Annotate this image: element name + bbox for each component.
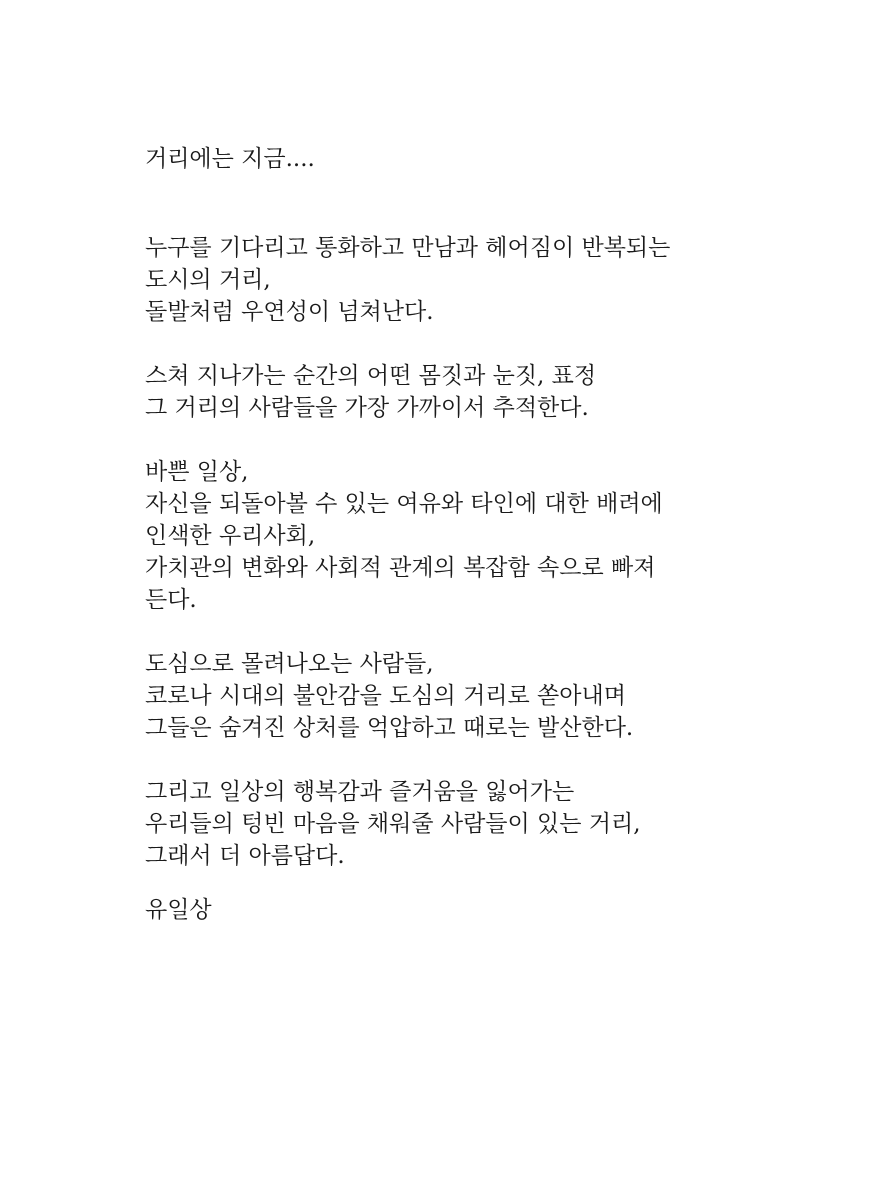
poem-line: 우리들의 텅빈 마음을 채워줄 사람들이 있는 거리, [145,811,641,837]
poem-line: 누구를 기다리고 통화하고 만남과 헤어짐이 반복되는 [145,235,671,261]
poem-line: 든다. [145,587,197,613]
poem-line: 인색한 우리사회, [145,523,316,549]
poem-line: 자신을 되돌아볼 수 있는 여유와 타인에 대한 배려에 [145,491,663,517]
poem-line: 도심으로 몰려나오는 사람들, [145,651,434,677]
author-name: 유일상 [145,897,212,923]
poem-line: 그리고 일상의 행복감과 즐거움을 잃어가는 [145,779,575,805]
poem-line: 가치관의 변화와 사회적 관계의 복잡함 속으로 빠져 [145,555,656,581]
poem-line: 코로나 시대의 불안감을 도심의 거리로 쏟아내며 [145,683,626,709]
stanza-3 [145,456,845,616]
poem-line: 그래서 더 아름답다. [145,843,345,869]
poem-line: 도시의 거리, [145,267,271,293]
poem-body [145,232,845,904]
poem-line: 바쁜 일상, [145,459,249,485]
poem-line: 그들은 숨겨진 상처를 억압하고 때로는 발산한다. [145,715,634,741]
stanza-5 [145,776,845,872]
poem-title: 거리에는 지금.... [145,146,315,172]
stanza-1 [145,232,845,328]
stanza-2 [145,360,845,424]
stanza-4 [145,648,845,744]
poem-line: 스쳐 지나가는 순간의 어떤 몸짓과 눈짓, 표정 [145,363,597,389]
poem-line: 그 거리의 사람들을 가장 가까이서 추적한다. [145,395,589,421]
poem-line: 돌발처럼 우연성이 넘쳐난다. [145,299,434,325]
